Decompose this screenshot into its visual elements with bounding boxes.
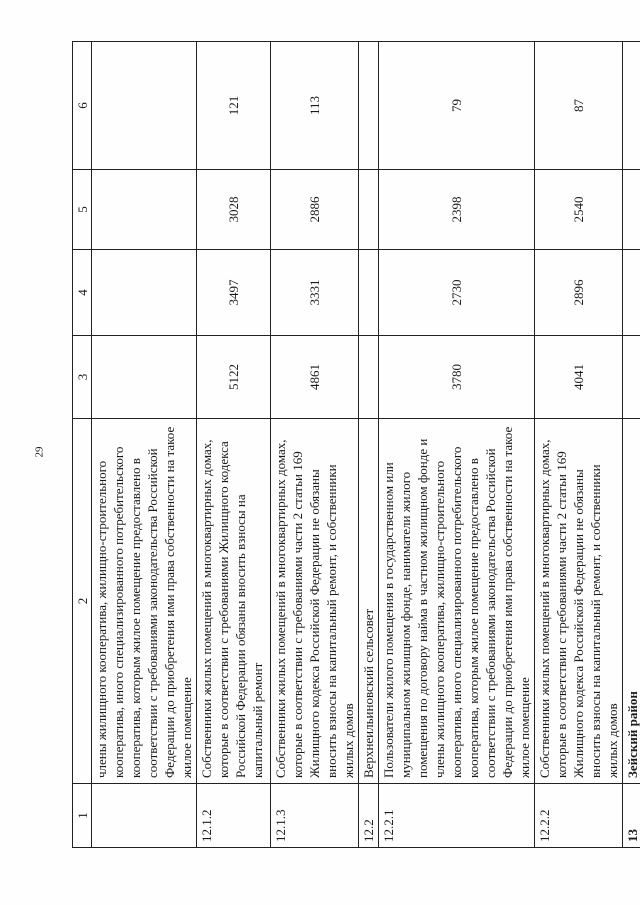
row-description: Пользователи жилого помещения в государственном или муниципальном жилищном фонде, наниматели жилого помещения по договору найма в частном жилищном фонде и члены жилищного кооператива, жилищно-строительного кооператива, иного специализированного потребительского кооператива, которым жилое помещение предоставлено в соответствии с требованиями законодательства Российской Федерации до приобретения ими права собственности на такое жилое помещение xyxy=(379,419,535,784)
row-value-col4: 2730 xyxy=(379,250,535,336)
row-code: 12.2 xyxy=(359,784,379,848)
row-code: 12.1.2 xyxy=(197,784,271,848)
row-description: Собственники жилых помещений в многоквартирных домах, которые в соответствии с требованиями Жилищного кодекса Российской Федерации обязаны вносить взносы на капитальный ремонт xyxy=(197,419,271,784)
header-cell: 4 xyxy=(73,250,92,336)
page-number: 29 xyxy=(33,446,46,458)
row-value-col5: 2886 xyxy=(271,170,359,250)
row-code: 12.2.2 xyxy=(535,784,623,848)
tariff-table-container xyxy=(72,42,640,848)
row-value-col3 xyxy=(92,336,197,419)
row-description: Собственники жилых помещений в многоквартирных домах, которые в соответствии с требованиями части 2 статьи 169 Жилищного кодекса Российской Федерации не обязаны вносить взносы на капитальный ремонт, и собственники жилых домов xyxy=(271,419,359,784)
row-value-col3: 5122 xyxy=(197,336,271,419)
header-cell: 1 xyxy=(73,784,92,848)
row-value-col5: 3028 xyxy=(197,170,271,250)
row-code xyxy=(92,784,197,848)
header-cell: 6 xyxy=(73,42,92,170)
tariff-table xyxy=(72,41,640,848)
row-value-col6 xyxy=(359,42,379,170)
row-description: Собственники жилых помещений в многоквартирных домах, которые в соответствии с требованиями части 2 статьи 169 Жилищного кодекса Российской Федерации не обязаны вносить взносы на капитальный ремонт, и собственники жилых домов xyxy=(535,419,623,784)
header-cell: 2 xyxy=(73,419,92,784)
table-row xyxy=(623,42,640,848)
row-value-col4 xyxy=(92,250,197,336)
row-value-col5 xyxy=(92,170,197,250)
row-value-col3 xyxy=(623,336,640,419)
row-value-col6 xyxy=(92,42,197,170)
row-value-col3: 4861 xyxy=(271,336,359,419)
header-cell: 3 xyxy=(73,336,92,419)
row-description: Зейский район xyxy=(623,419,640,784)
row-code: 13 xyxy=(623,784,640,848)
row-value-col4: 3331 xyxy=(271,250,359,336)
row-code: 12.1.3 xyxy=(271,784,359,848)
table-row xyxy=(197,42,271,848)
row-description: Верхнеильиновский сельсовет xyxy=(359,419,379,784)
table-row xyxy=(92,42,197,848)
row-value-col5 xyxy=(623,170,640,250)
row-value-col3: 3780 xyxy=(379,336,535,419)
row-description: члены жилищного кооператива, жилищно-строительного кооператива, иного специализированного потребительского кооператива, которым жилое помещение предоставлено в соответствии с требованиями законодательства Российской Федерации до приобретения ими права собственности на такое жилое помещение xyxy=(92,419,197,784)
row-value-col6: 121 xyxy=(197,42,271,170)
row-code: 12.2.1 xyxy=(379,784,535,848)
row-value-col6 xyxy=(623,42,640,170)
header-cell: 5 xyxy=(73,170,92,250)
row-value-col4: 2896 xyxy=(535,250,623,336)
row-value-col3: 4041 xyxy=(535,336,623,419)
table-row xyxy=(359,42,379,848)
row-value-col5 xyxy=(359,170,379,250)
row-value-col3 xyxy=(359,336,379,419)
table-row xyxy=(379,42,535,848)
row-value-col4 xyxy=(623,250,640,336)
row-value-col5: 2398 xyxy=(379,170,535,250)
row-value-col6: 113 xyxy=(271,42,359,170)
row-value-col6: 87 xyxy=(535,42,623,170)
row-value-col4 xyxy=(359,250,379,336)
row-value-col4: 3497 xyxy=(197,250,271,336)
header-row xyxy=(73,42,92,848)
table-row xyxy=(271,42,359,848)
table-row xyxy=(535,42,623,848)
row-value-col6: 79 xyxy=(379,42,535,170)
row-value-col5: 2540 xyxy=(535,170,623,250)
